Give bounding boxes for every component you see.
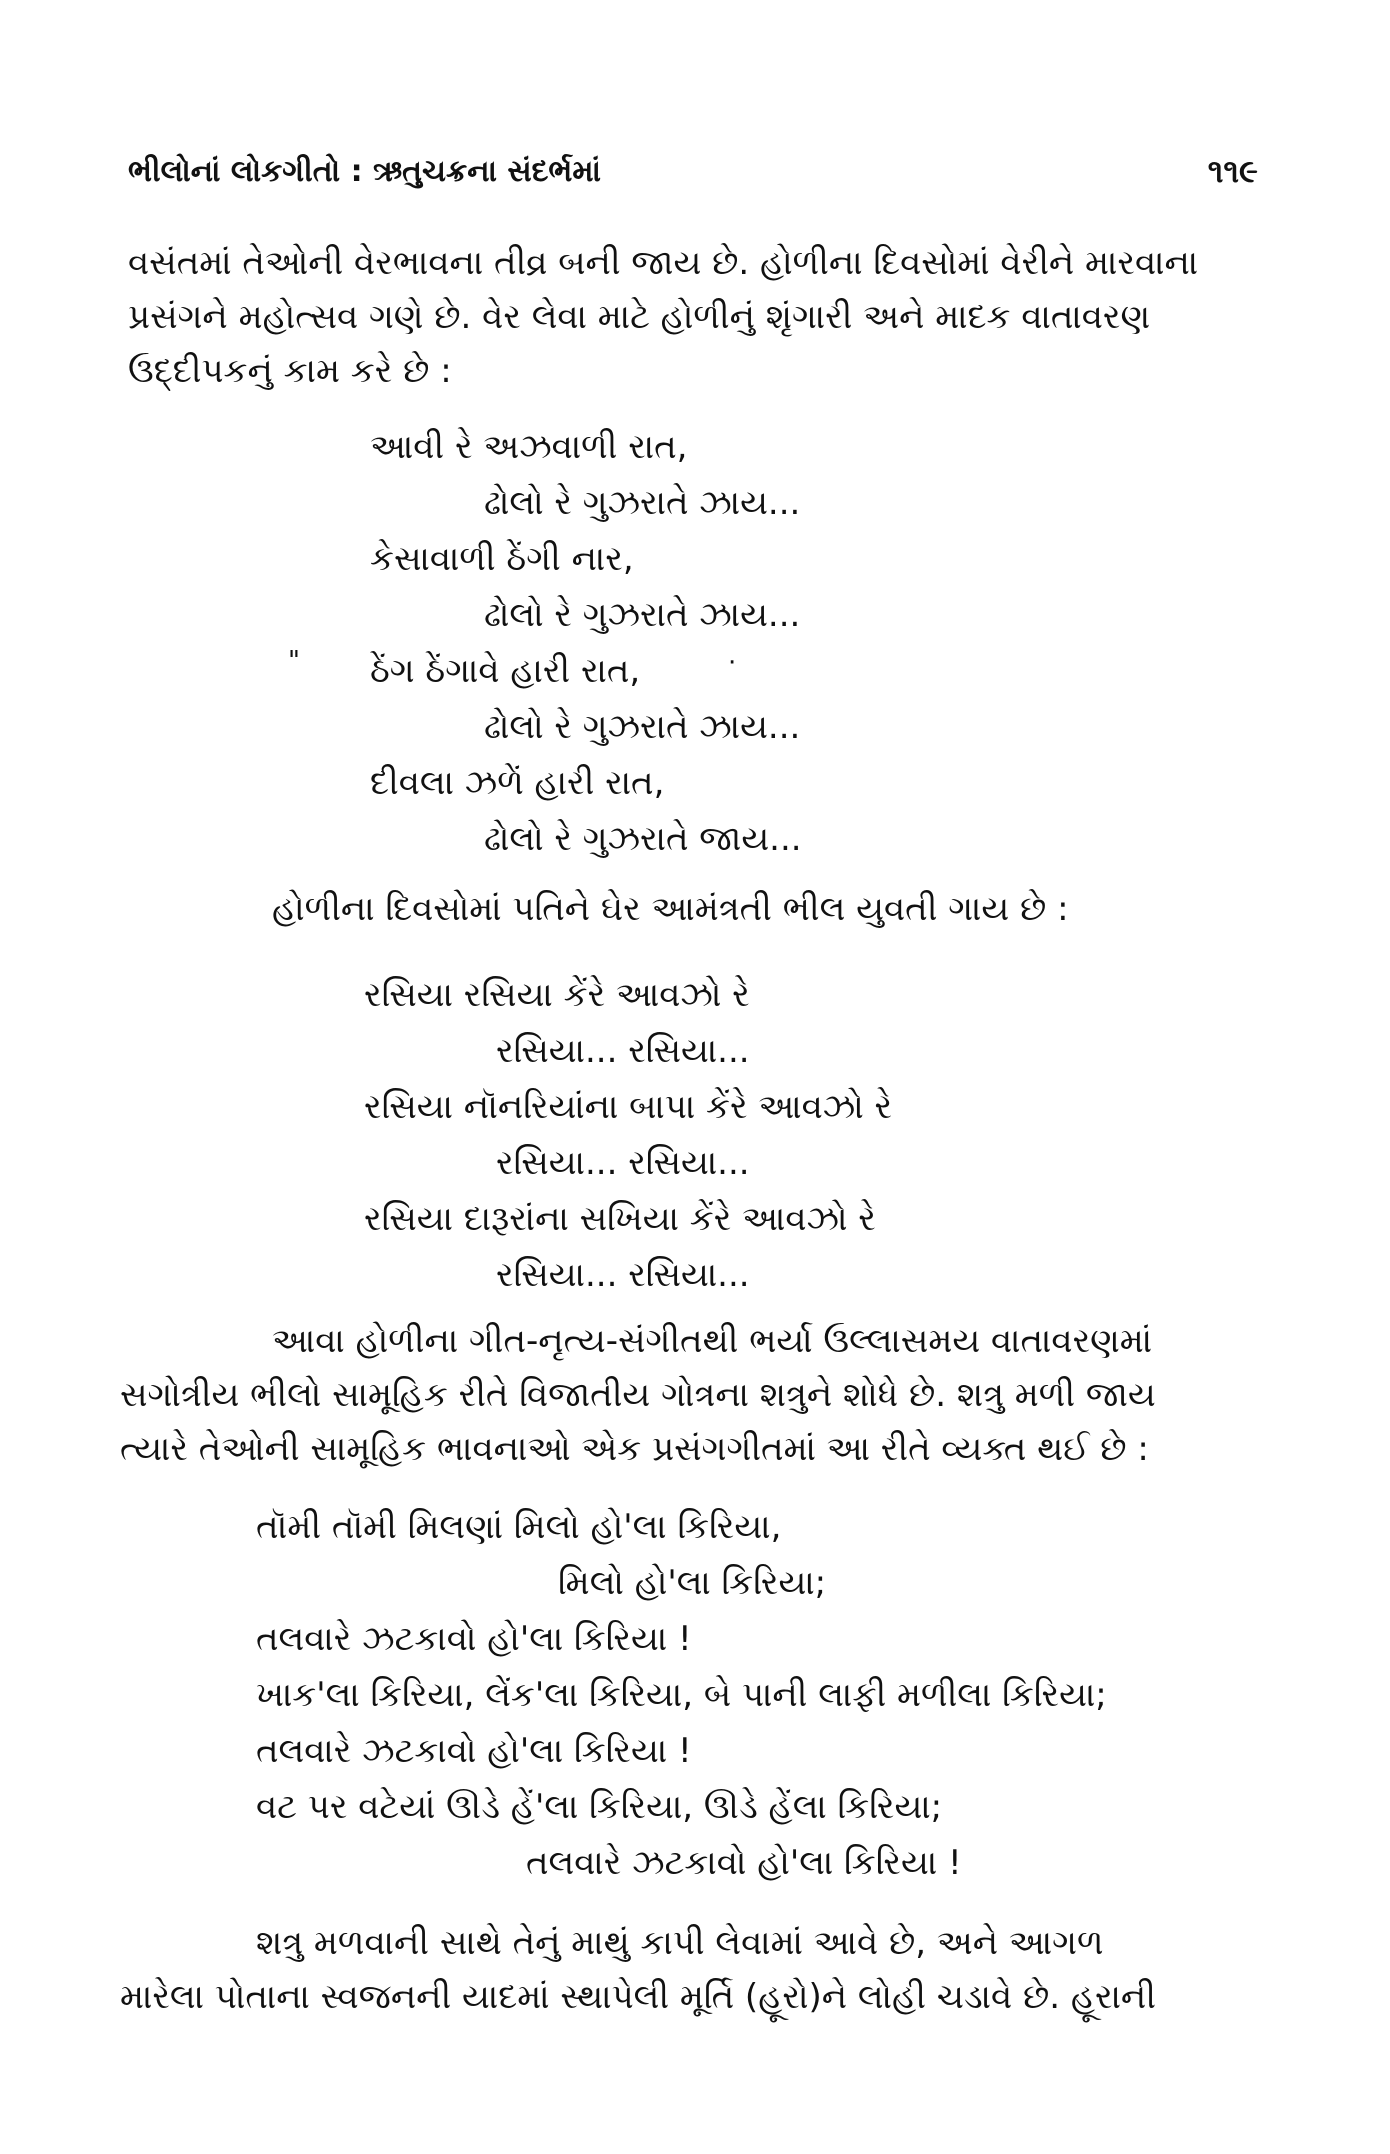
verse-line: આવી રે અઝવાળી રાત,	[370, 427, 688, 467]
page-header	[128, 148, 1258, 208]
verse-refrain: ઢોલો રે ગુઝરાતે ઝાય...	[484, 483, 801, 523]
paragraph-line: સગોત્રીય ભીલો સામૂહિક રીતે વિજાતીય ગોત્રના શત્રુને શોધે છે. શત્રુ મળી જાય	[120, 1375, 1156, 1415]
verse-line: દીવલા ઝળેં હારી રાત,	[370, 763, 665, 803]
paragraph-line: વસંતમાં તેઓની વેરભાવના તીવ્ર બની જાય છે. હોળીના દિવસોમાં વેરીને મારવાના	[128, 243, 1199, 283]
verse-line: વટ પર વટેયાં ઊડે હેં'લા કિરિયા, ઊડે હેંલા કિરિયા;	[256, 1787, 943, 1827]
paragraph-line: પ્રસંગને મહોત્સવ ગણે છે. વેર લેવા માટે હોળીનું શૃંગારી અને માદક વાતાવરણ	[128, 297, 1151, 337]
verse-refrain: રસિયા... રસિયા...	[496, 1255, 750, 1295]
verse-line: તૉમી તૉમી મિલણાં મિલો હો'લા કિરિયા,	[256, 1507, 782, 1547]
verse-line: તલવારે ઝટકાવો હો'લા કિરિયા !	[256, 1731, 692, 1771]
stray-mark: ·	[728, 648, 737, 678]
paragraph-line: આવા હોળીના ગીત-નૃત્ય-સંગીતથી ભર્યા ઉલ્લાસમય વાતાવરણમાં	[272, 1321, 1153, 1361]
verse-refrain: ઢોલો રે ગુઝરાતે ઝાય...	[484, 595, 801, 635]
verse-line: કેસાવાળી ઠેંગી નાર,	[370, 539, 634, 579]
page-number: ૧૧૯	[1207, 152, 1258, 190]
intro-line: હોળીના દિવસોમાં પતિને ઘેર આમંત્રતી ભીલ યુવતી ગાય છે :	[272, 889, 1069, 929]
paragraph-line: શત્રુ મળવાની સાથે તેનું માથું કાપી લેવામાં આવે છે, અને આગળ	[256, 1923, 1104, 1963]
verse-refrain: મિલો હો'લા કિરિયા;	[558, 1563, 827, 1603]
verse-line: ખાક'લા કિરિયા, લેંક'લા કિરિયા, બે પાની લાફી મળીલા કિરિયા;	[256, 1675, 1107, 1715]
verse-line: રસિયા દારૂરાંના સખિયા કેંરે આવઝો રે	[364, 1199, 876, 1239]
paragraph-line: ત્યારે તેઓની સામૂહિક ભાવનાઓ એક પ્રસંગગીતમાં આ રીતે વ્યક્ત થઈ છે :	[120, 1429, 1149, 1469]
verse-line: તલવારે ઝટકાવો હો'લા કિરિયા !	[256, 1619, 692, 1659]
verse-line: રસિયા રસિયા કેંરે આવઝો રે	[364, 975, 750, 1015]
verse-line: ઠેંગ ઠેંગાવે હારી રાત,	[370, 651, 641, 691]
verse-refrain: રસિયા... રસિયા...	[496, 1143, 750, 1183]
verse-refrain: રસિયા... રસિયા...	[496, 1031, 750, 1071]
verse-refrain: તલવારે ઝટકાવો હો'લા કિરિયા !	[526, 1843, 962, 1883]
verse-line: રસિયા નૉનરિયાંના બાપા કેંરે આવઝો રે	[364, 1087, 893, 1127]
verse-refrain: ઢોલો રે ગુઝરાતે ઝાય...	[484, 707, 801, 747]
stray-mark: "	[288, 646, 300, 676]
paragraph-line: મારેલા પોતાના સ્વજનની યાદમાં સ્થાપેલી મૂર્તિ (હૂરો)ને લોહી ચડાવે છે. હૂરાની	[120, 1977, 1156, 2017]
verse-refrain: ઢોલો રે ગુઝરાતે જાય...	[484, 819, 802, 859]
paragraph-line: ઉદ્દીપકનું કામ કરે છે :	[128, 351, 452, 391]
running-head: ભીલોનાં લોકગીતો : ઋતુચક્રના સંદર્ભમાં	[128, 154, 601, 189]
